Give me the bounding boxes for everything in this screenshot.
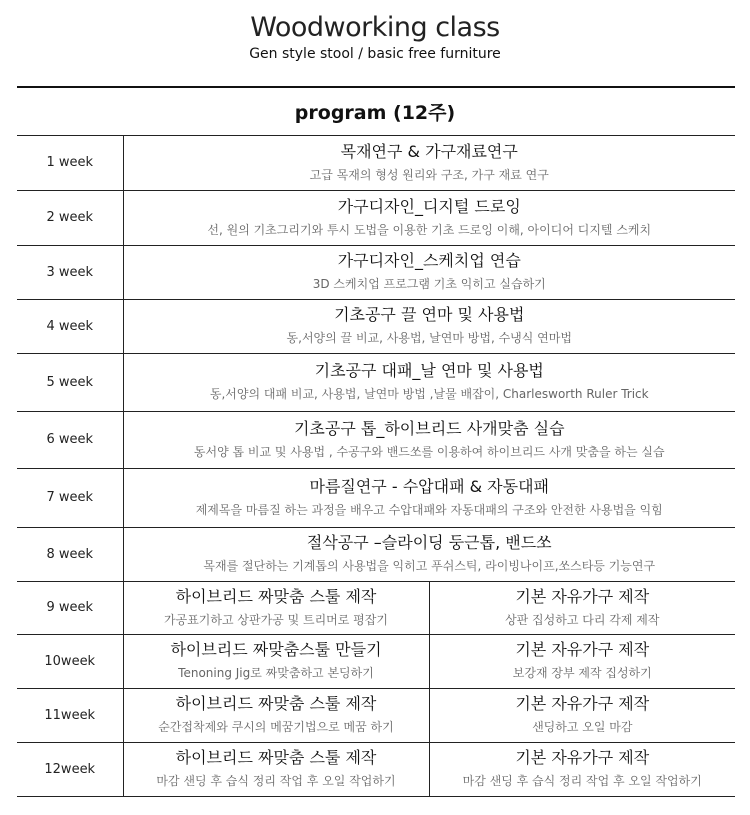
topic-cell [123, 136, 735, 190]
table-row [17, 742, 735, 796]
topic-title: 기초공구 톱_하이브리드 사개맞춤 실습 [293, 418, 565, 438]
stool-title: 하이브리드 짜맞춤 스툴 제작 [175, 748, 377, 767]
topic-cell [123, 353, 735, 411]
week-cell: 6 week [17, 411, 123, 468]
topic-desc: 목재를 절단하는 기계톱의 사용법을 익히고 푸쉬스틱, 라이빙나이프,쏘스타등 기능연구 [203, 559, 656, 573]
table-row [17, 190, 735, 245]
topic-title: 기초공구 끌 연마 및 사용법 [334, 305, 525, 324]
stool-desc: 가공표기하고 상판가공 및 트리머로 평잡기 [164, 612, 388, 627]
week-cell: 10week [17, 634, 123, 688]
topic-title: 기초공구 대패_날 연마 및 사용법 [314, 361, 544, 380]
week-cell: 2 week [17, 190, 123, 245]
stool-desc: 순간접착제와 쿠시의 메꿈기법으로 메꿈 하기 [158, 720, 394, 734]
furniture-cell [429, 634, 735, 688]
topic-title: 목재연구 & 가구재료연구 [340, 141, 518, 161]
table-row [17, 411, 735, 468]
topic-desc: 동서양 톱 비교 및 사용법 , 수공구와 밴드쏘를 이용하여 하이브리드 사개 맞춤을 하는 실습 [193, 444, 665, 459]
table-row [17, 299, 735, 353]
furniture-desc: 보강재 장부 제작 집성하기 [512, 666, 652, 680]
week-cell: 4 week [17, 299, 123, 353]
table-row [17, 581, 735, 634]
furniture-title: 기본 자유가구 제작 [515, 694, 650, 713]
topic-desc: 제제목을 마름질 하는 과정을 배우고 수압대패와 자동대패의 구조와 안전한 사용법을 익힘 [195, 502, 663, 517]
topic-cell [123, 527, 735, 581]
topic-cell [123, 411, 735, 468]
stool-cell [123, 688, 429, 742]
page-subtitle: Gen style stool / basic free furniture [249, 46, 501, 62]
topic-cell [123, 468, 735, 527]
stool-desc: 마감 샌딩 후 습식 정리 작업 후 오일 작업하기 [156, 774, 396, 788]
top-rule [17, 86, 735, 88]
week-cell: 5 week [17, 353, 123, 411]
table-row [17, 688, 735, 742]
topic-cell [123, 299, 735, 353]
table-row [17, 527, 735, 581]
week-cell: 1 week [17, 136, 123, 190]
topic-desc: 동,서양의 대패 비교, 사용법, 날연마 방법 ,날물 배잡이, Charlesworth Ruler Trick [209, 387, 649, 401]
topic-cell [123, 245, 735, 299]
furniture-desc: 마감 샌딩 후 습식 정리 작업 후 오일 작업하기 [462, 774, 702, 788]
week-cell: 3 week [17, 245, 123, 299]
stool-cell [123, 634, 429, 688]
stool-cell [123, 581, 429, 634]
topic-title: 마름질연구 - 수압대패 & 자동대패 [309, 476, 550, 496]
table-row [17, 136, 735, 190]
week-cell: 11week [17, 688, 123, 742]
topic-cell [123, 190, 735, 245]
topic-desc: 동,서양의 끌 비교, 사용법, 날연마 방법, 수냉식 연마법 [286, 331, 572, 345]
stool-title: 하이브리드 짜맞춤스툴 만들기 [170, 640, 382, 659]
table-row [17, 353, 735, 411]
week-cell: 7 week [17, 468, 123, 527]
topic-desc: 고급 목재의 형성 원리와 구조, 가구 재료 연구 [309, 167, 549, 182]
topic-title: 절삭공구 –슬라이딩 둥근톱, 밴드쏘 [306, 533, 552, 552]
week-cell: 9 week [17, 581, 123, 634]
stool-title: 하이브리드 짜맞춤 스툴 제작 [175, 586, 377, 606]
table-row [17, 634, 735, 688]
furniture-title: 기본 자유가구 제작 [515, 748, 650, 767]
page-title: Woodworking class [250, 12, 500, 43]
furniture-cell [429, 742, 735, 796]
topic-title: 가구디자인_스케치업 연습 [337, 251, 521, 270]
stool-title: 하이브리드 짜맞춤 스툴 제작 [175, 694, 377, 713]
table-row [17, 468, 735, 527]
furniture-title: 기본 자유가구 제작 [515, 640, 650, 659]
stool-cell [123, 742, 429, 796]
furniture-cell [429, 688, 735, 742]
furniture-title: 기본 자유가구 제작 [515, 586, 650, 606]
table-row [17, 245, 735, 299]
topic-desc: 3D 스케치업 프로그램 기초 익히고 실습하기 [312, 277, 546, 291]
program-title: program (12주) [294, 102, 456, 124]
schedule-table [17, 136, 735, 797]
topic-title: 가구디자인_디지털 드로잉 [337, 196, 521, 216]
week-cell: 8 week [17, 527, 123, 581]
stool-desc: Tenoning Jig로 짜맞춤하고 본딩하기 [178, 666, 374, 680]
week-cell: 12week [17, 742, 123, 796]
furniture-desc: 샌딩하고 오일 마감 [532, 720, 633, 734]
furniture-desc: 상판 집성하고 다리 각제 제작 [505, 612, 660, 627]
topic-desc: 선, 원의 기초그리기와 투시 도법을 이용한 기초 드로잉 이해, 아이디어 디지텔 스케치 [207, 222, 652, 237]
furniture-cell [429, 581, 735, 634]
